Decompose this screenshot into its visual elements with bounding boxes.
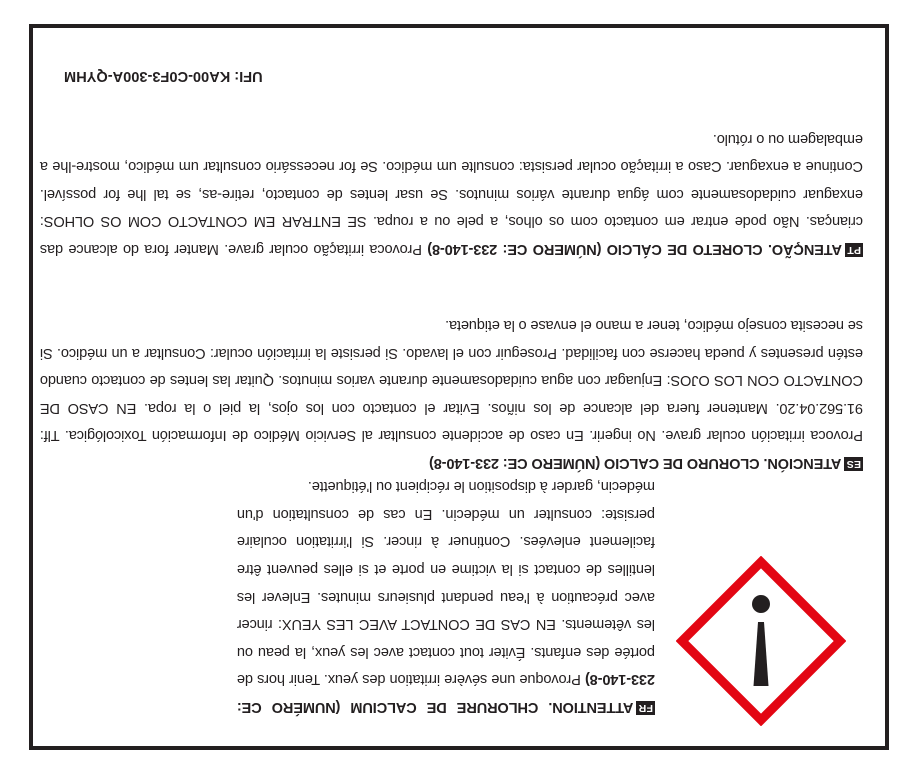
section-pt-content bbox=[40, 124, 863, 262]
hazard-text-fr: Provoque une sévère irritation des yeux. Tenir hors de portée des enfants. Éviter tout contact avec les yeux, la peau ou les vêtements. EN CAS DE CONTACT AVEC LES YEUX: rincer avec précaution à l'eau pendant plusieurs minutes. Enlever les lentilles de contact si la victime en porte et si elles peuvent être facilement enlevées. Continuer à rincer. Si l'irritation oculaire persiste: consulter un médecin. En cas de consultation d'un médecin, garder à disposition le récipient ou l'étiquette. bbox=[237, 478, 655, 688]
language-badge-pt: PT bbox=[846, 244, 861, 256]
section-es bbox=[40, 310, 863, 476]
label-frame bbox=[29, 24, 889, 750]
exclamation-dot bbox=[752, 595, 770, 613]
section-fr-content bbox=[237, 472, 655, 720]
language-badge-fr: FR bbox=[638, 702, 653, 714]
section-pt bbox=[40, 124, 863, 262]
section-es-content bbox=[40, 310, 863, 476]
hazard-heading-fr: ATTENTION. CHLORURE DE CALCIUM (NUMÉRO CE: 233-140-8) bbox=[237, 671, 655, 715]
ghs07-exclamation-mark-icon bbox=[676, 556, 846, 726]
hazard-text-es: Provoca irritación ocular grave. No ingerir. En caso de accidente consultar al Servicio Médico de Información Toxicológica. Tlf: 91.562.04.20. Mantener fuera del alcance de los niños. Evitar el contacto con los ojos, la piel o la ropa. EN CASO DE CONTACTO CON LOS OJOS: Enjuagar con agua cuidadosamente durante varios minutos. Quitar las lentes de contacto cuando estén presentes y pueda hacerse con facilidad. Proseguir con el lavado. Si persiste la irritación ocular: Consultar a un médico. Si se necesita consejo médico, tener a mano el envase o la etiqueta. bbox=[40, 317, 863, 444]
hazard-text-pt: Provoca irritação ocular grave. Manter fora do alcance das crianças. Não pode entrar em contacto com os olhos, a pele ou a roupa. SE ENTRAR EM CONTACTO COM OS OLHOS: enxaguar cuidadosamente com água durante vários minutos. Se usar lentes de contacto, retire-as, se tal lhe for possível. Continue a enxaguar. Caso a irritação ocular persista: consulte um médico. Se for necessário consultar um médico, mostre-lhe a embalagem ou o rótulo. bbox=[40, 130, 863, 257]
hazard-heading-pt: ATENÇÃO. CLORETO DE CÁLCIO (NÚMERO CE: 233-140-8) bbox=[427, 241, 842, 257]
section-fr bbox=[237, 472, 655, 720]
hazard-heading-es: ATENCIÓN. CLORURO DE CALCIO (NÚMERO CE: 233-140-8) bbox=[429, 455, 842, 471]
language-badge-es: ES bbox=[846, 458, 861, 470]
ufi-code: UFI: KA00-C0F3-300A-QYHM bbox=[64, 68, 263, 84]
